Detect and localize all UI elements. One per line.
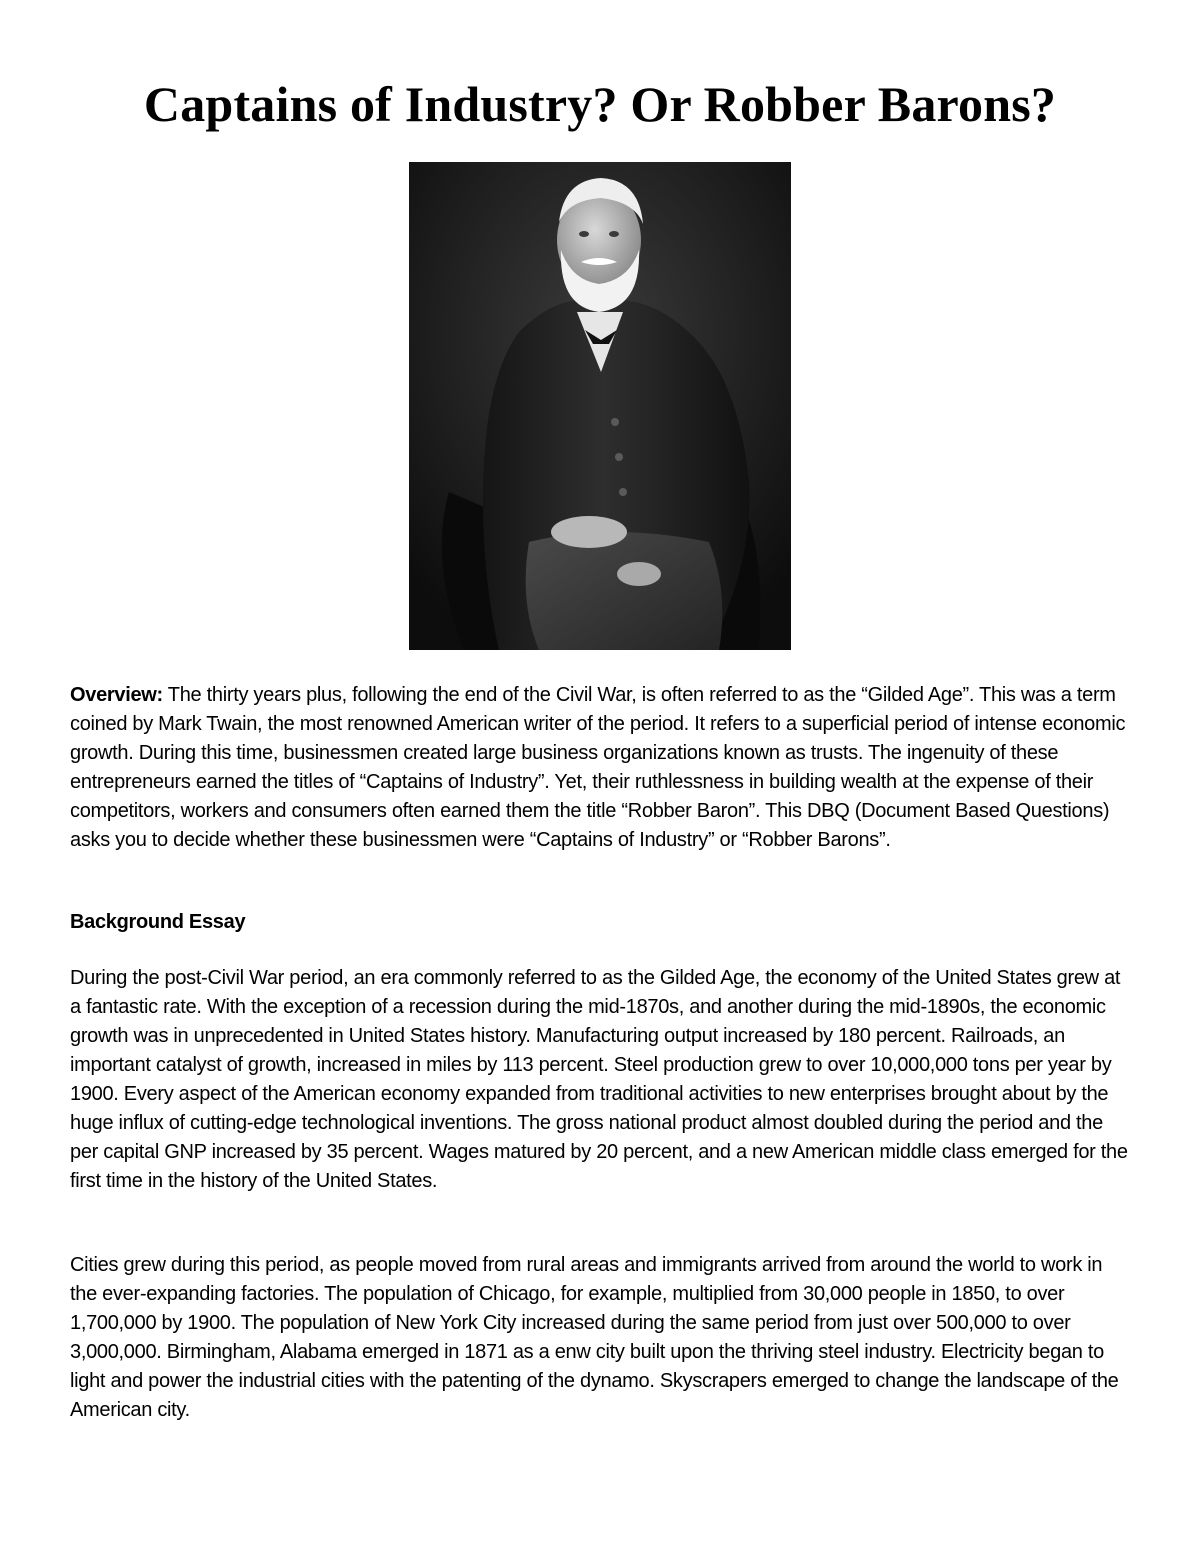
portrait-photo-icon [409, 162, 791, 650]
essay-paragraph-2: Cities grew during this period, as people moved from rural areas and immigrants arrived from around the world to work in the ever-expanding factories. The population of Chicago, for example, multiplied from 30,000 people in 1850, to over 1,700,000 by 1900. The population of New York City increased during the same period from just over 500,000 to over 3,000,000. Birmingham, Alabama emerged in 1871 as a enw city built upon the thriving steel industry. Electricity began to light and power the industrial cities with the patenting of the dynamo. Skyscrapers emerged to change the landscape of the American city. [70, 1254, 1119, 1421]
page-title: Captains of Industry? Or Robber Barons? [143, 76, 1057, 132]
essay-paragraph-1: During the post-Civil War period, an era commonly referred to as the Gilded Age, the economy of the United States grew at a fantastic rate. With the exception of a recession during the mid-1870s, and another during the mid-1890s, the economic growth was in unprecedented in United States history. Manufacturing output increased by 180 percent. Railroads, an important catalyst of growth, increased in miles by 113 percent. Steel production grew to over 10,000,000 tons per year by 1900. Every aspect of the American economy expanded from traditional activities to new enterprises brought about by the huge influx of cutting-edge technological inventions. The gross national product almost doubled during the period and the per capital GNP increased by 35 percent. Wages matured by 20 percent, and a new American middle class emerged for the first time in the history of the United States. [70, 967, 1128, 1192]
overview-label: Overview: [70, 684, 163, 706]
overview-paragraph [70, 681, 1134, 855]
overview-text: The thirty years plus, following the end of the Civil War, is often referred to as the “Gilded Age”. This was a term coined by Mark Twain, the most renowned American writer of the period. It refers to a superficial period of intense economic growth. During this time, businessmen created large business organizations known as trusts. The ingenuity of these entrepreneurs earned the titles of “Captains of Industry”. Yet, their ruthlessness in building wealth at the expense of their competitors, workers and consumers often earned them the title “Robber Baron”. This DBQ (Document Based Questions) asks you to decide whether these businessmen were “Captains of Industry” or “Robber Barons”. [70, 684, 1126, 851]
background-essay-heading: Background Essay [70, 911, 246, 933]
